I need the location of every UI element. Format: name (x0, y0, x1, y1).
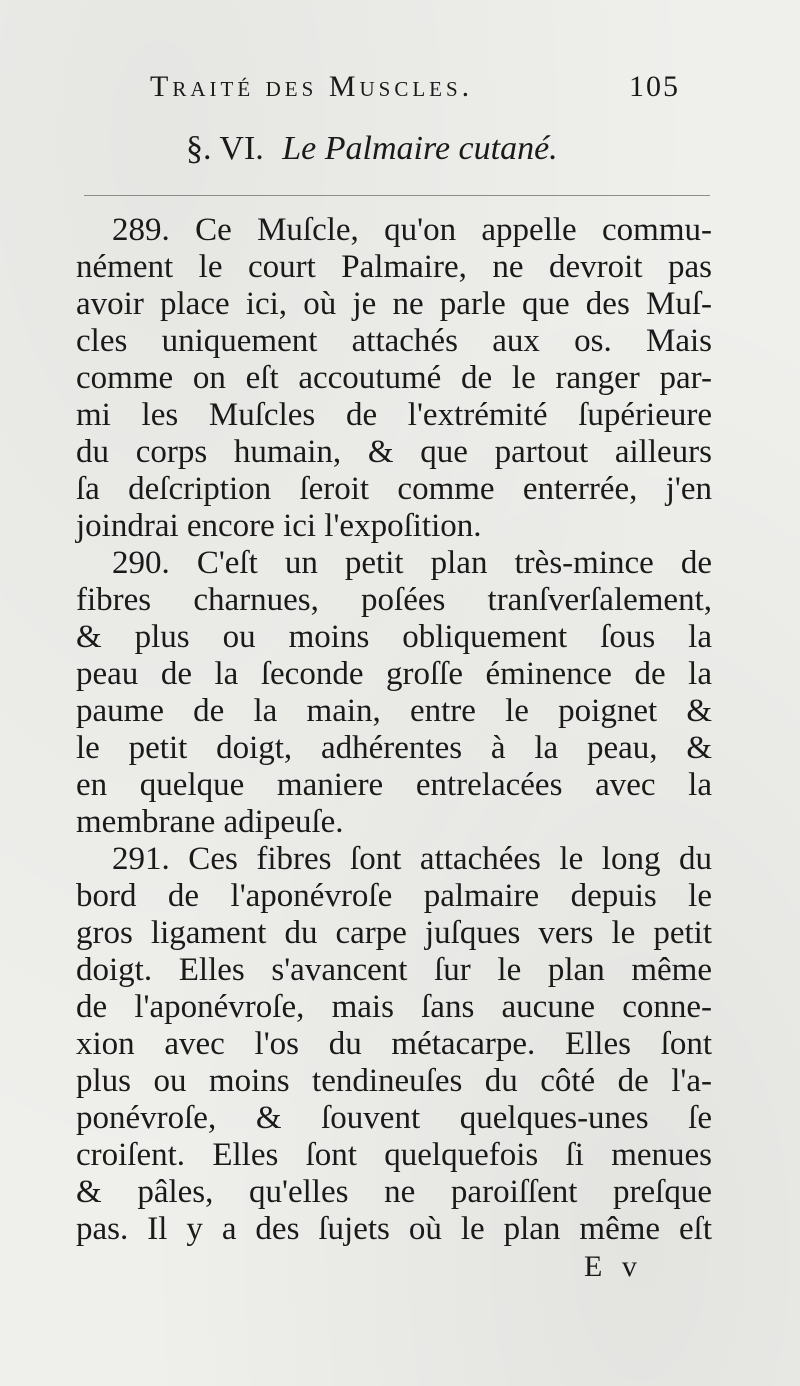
paragraph-289 (76, 212, 712, 545)
text-line: de l'aponévroſe, mais ſans aucune conne- (76, 989, 712, 1025)
text-line: bord de l'aponévroſe palmaire depuis le (76, 878, 712, 914)
text-line: doigt. Elles s'avancent ſur le plan même (76, 952, 712, 988)
text-line: avoir place ici, où je ne parle que des Muſ- (76, 286, 712, 322)
text-line: en quelque maniere entrelacées avec la (76, 767, 712, 803)
text-line: du corps humain, & que partout ailleurs (76, 434, 712, 470)
text-line: ponévroſe, & ſouvent quelques-unes ſe (76, 1100, 712, 1136)
text-line: croiſent. Elles ſont quelquefois ſi menues (76, 1137, 712, 1173)
text-line: membrane adipeuſe. (76, 804, 344, 840)
text-line: comme on eſt accoutumé de le ranger par- (76, 360, 712, 396)
text-line: paume de la main, entre le poignet & (76, 693, 712, 729)
text-line: le petit doigt, adhérentes à la peau, & (76, 730, 712, 766)
text-line: 290. C'eſt un petit plan très-mince de (112, 545, 712, 581)
running-head (150, 70, 680, 114)
text-line: ſa deſcription ſeroit comme enterrée, j'en (76, 471, 712, 507)
signature-mark: E v (584, 1250, 643, 1283)
paragraph-291 (76, 841, 712, 1248)
text-line: nément le court Palmaire, ne devroit pas (76, 249, 712, 285)
text-line: xion avec l'os du métacarpe. Elles ſont (76, 1026, 712, 1062)
text-line: fibres charnues, poſées tranſverſalement, (76, 582, 712, 618)
text-line: cles uniquement attachés aux os. Mais (76, 323, 712, 359)
text-line: 291. Ces fibres ſont attachées le long du (112, 841, 712, 877)
section-heading (186, 130, 558, 168)
running-title: Traité des Muscles. (150, 70, 474, 103)
section-number: §. VI. (186, 130, 264, 167)
text-line: & plus ou moins obliquement ſous la (76, 619, 712, 655)
text-line: 289. Ce Muſcle, qu'on appelle commu- (112, 212, 712, 248)
paragraph-290 (76, 545, 712, 841)
body-text (76, 212, 712, 1262)
text-line: mi les Muſcles de l'extrémité ſupérieure (76, 397, 712, 433)
text-line: & pâles, qu'elles ne paroiſſent preſque (76, 1174, 712, 1210)
text-line: pas. Il y a des ſujets où le plan même eſt (76, 1211, 712, 1247)
text-line: joindrai encore ici l'expoſition. (76, 508, 482, 544)
text-line: peau de la ſeconde groſſe éminence de la (76, 656, 712, 692)
page-number: 105 (629, 70, 680, 103)
text-line: plus ou moins tendineuſes du côté de l'a- (76, 1063, 712, 1099)
section-title: Le Palmaire cutané. (282, 130, 558, 167)
text-line: gros ligament du carpe juſques vers le petit (76, 915, 712, 951)
header-rule (84, 195, 710, 196)
